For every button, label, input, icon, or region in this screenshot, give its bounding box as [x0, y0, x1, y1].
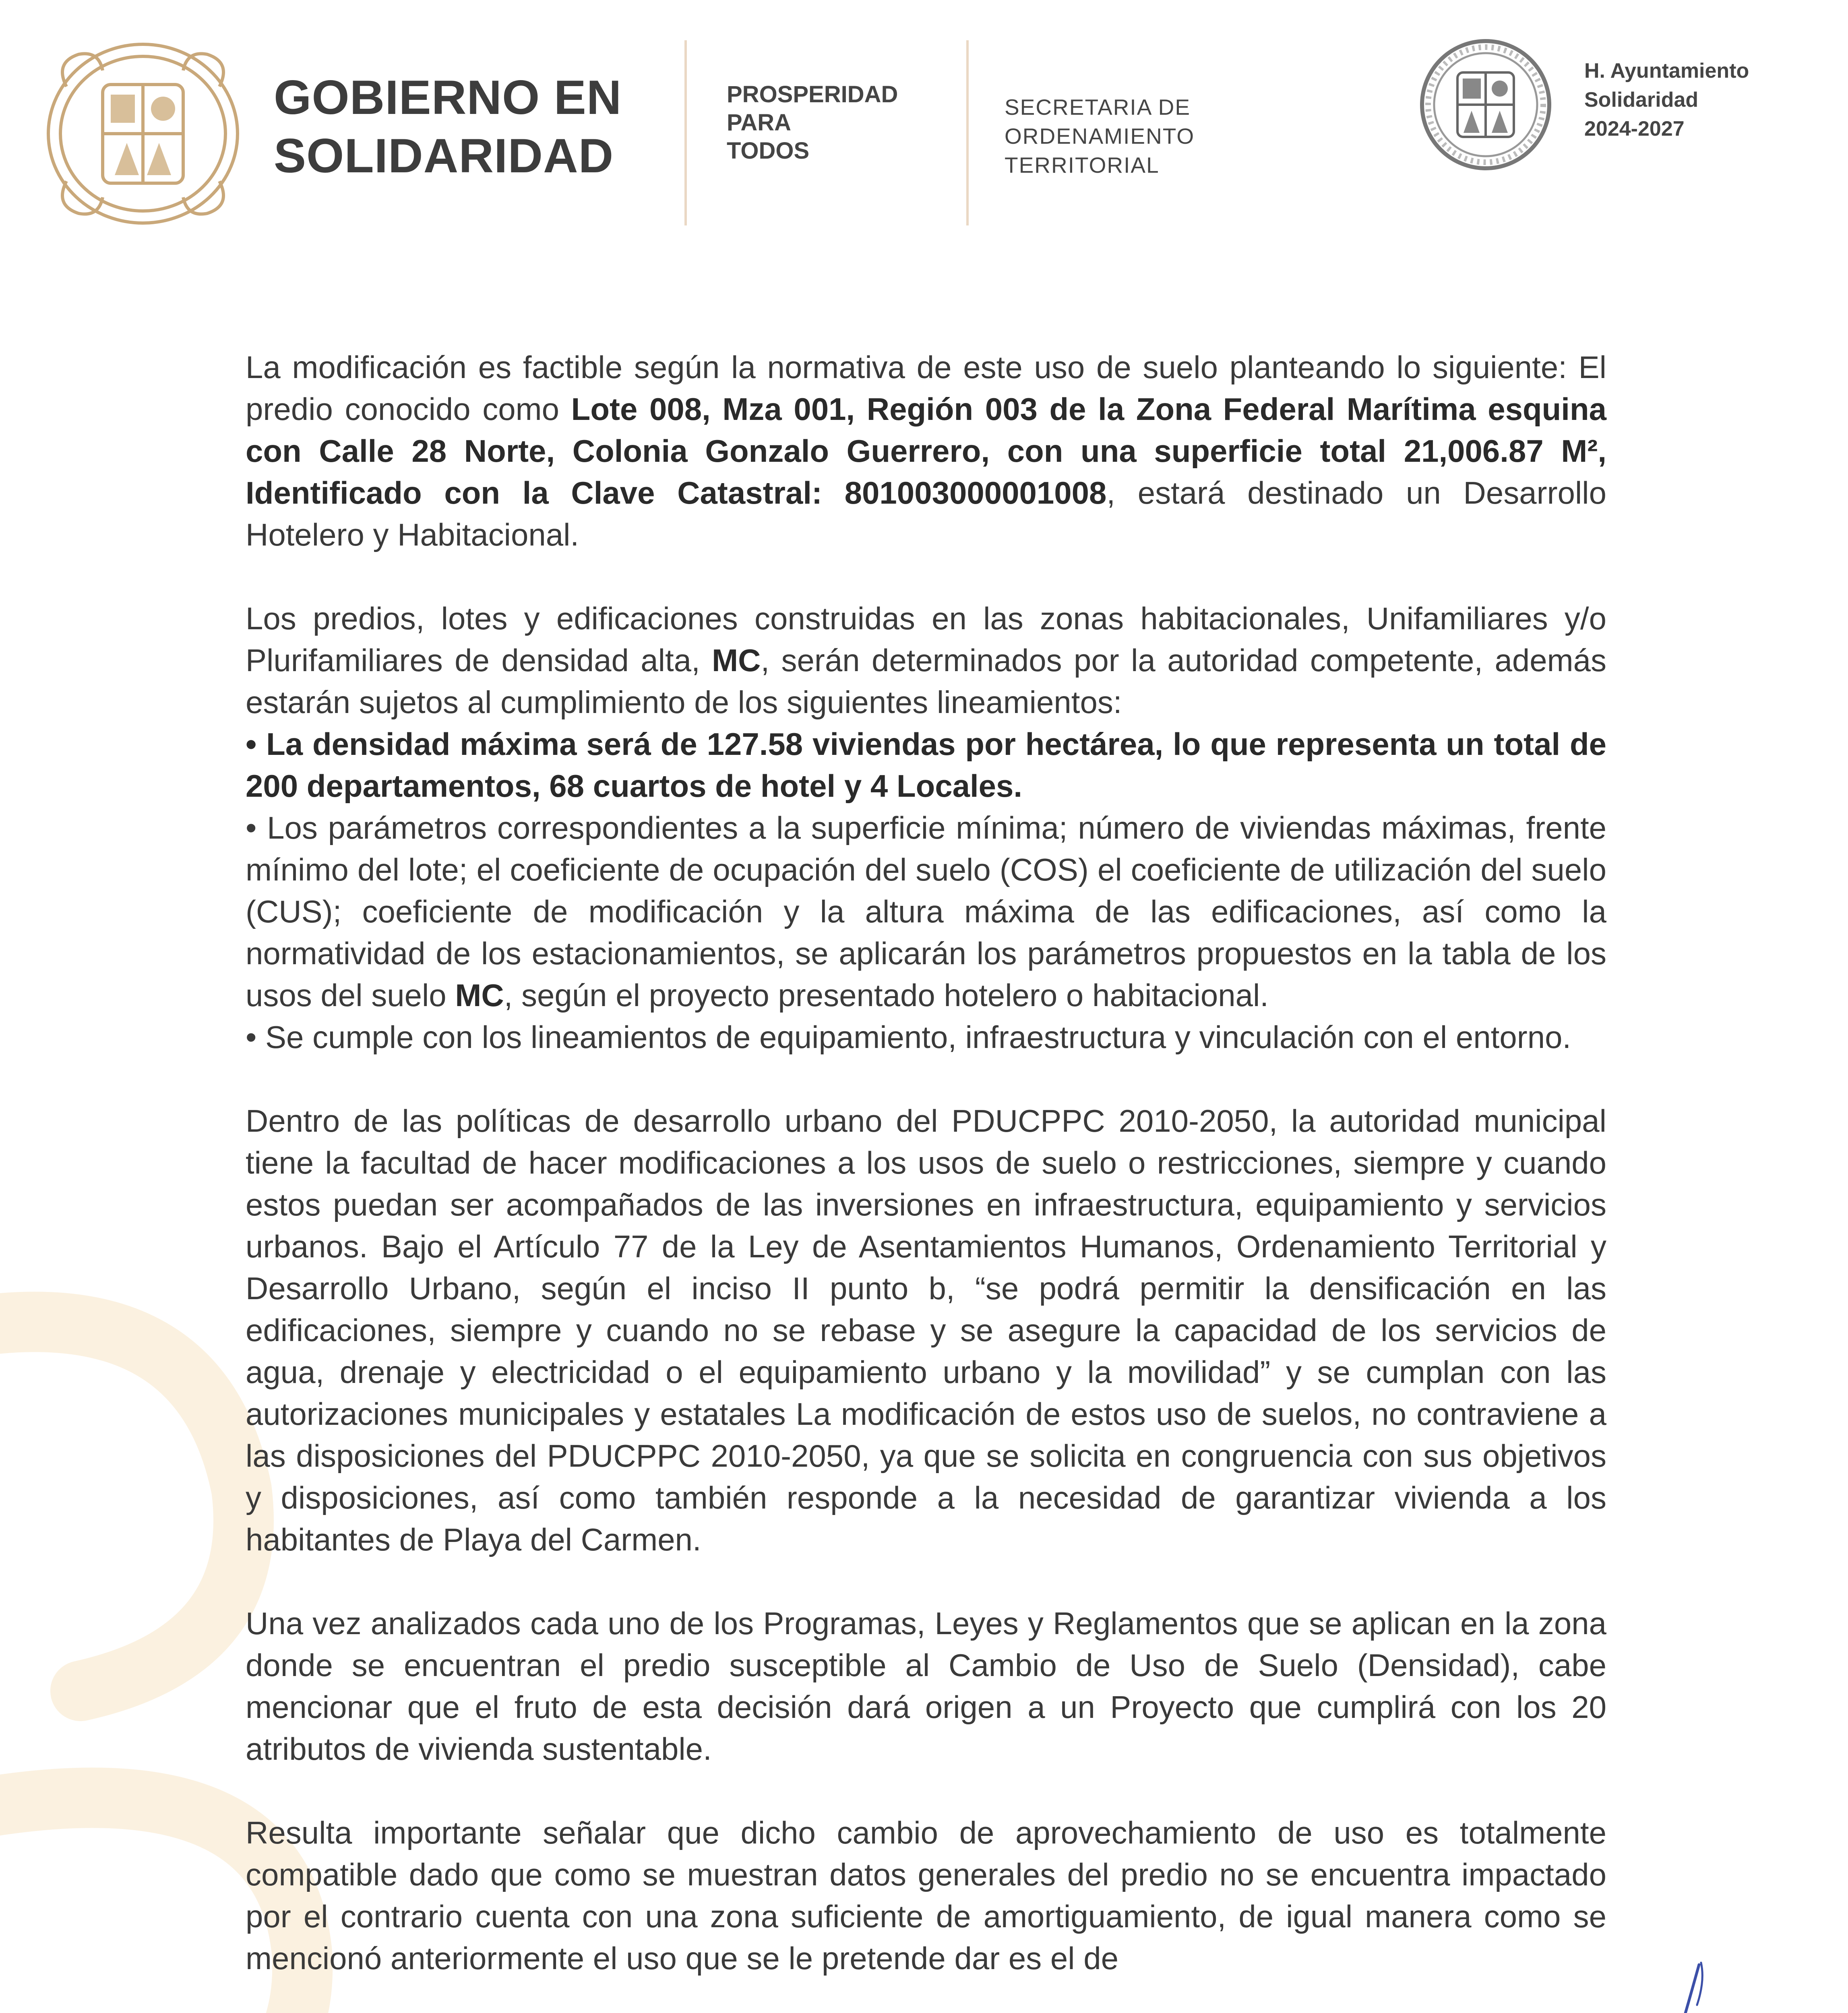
paragraph-text: Los predios, lotes y edificaciones construidas en las zonas habitacionales, Unifamiliares y/o Plurifamiliares de densidad alta,	[246, 601, 1606, 678]
zone-code: MC	[712, 643, 761, 678]
paragraph-factibilidad	[246, 346, 1606, 556]
signature-mark	[1619, 1957, 1719, 2013]
government-title-line2: SOLIDARIDAD	[274, 129, 614, 183]
ayuntamiento-line: 2024-2027	[1584, 117, 1685, 141]
ayuntamiento-line: Solidaridad	[1584, 88, 1699, 112]
secretaria-line: ORDENAMIENTO	[1005, 124, 1195, 149]
bullet-text: • Se cumple con los lineamientos de equipamiento, infraestructura y vinculación con el entorno.	[246, 1019, 1571, 1055]
paragraph-text: , estará destinado un Desarrollo Hotelero y Habitacional.	[246, 475, 1606, 552]
bullet-text: • Los parámetros correspondientes a la superficie mínima; número de viviendas máximas, frente mínimo del lote; el coeficiente de ocupación del suelo (COS) el coeficiente de utilización del suelo (CUS); coeficiente de modificación y la altura máxima de las edificaciones, así como la normatividad de los estacionamientos, se aplicarán los parámetros propuestos en la tabla de los usos del suelo	[246, 810, 1606, 1013]
motto-block	[727, 81, 898, 165]
paragraph-analisis: Una vez analizados cada uno de los Programas, Leyes y Reglamentos que se aplican en la zona donde se encuentran el predio susceptible al Cambio de Uso de Suelo (Densidad), cabe mencionar que el fruto de esta decisión dará origen a un Proyecto que cumplirá con los 20 atributos de vivienda sustentable.	[246, 1606, 1606, 1767]
paragraph-text: La modificación es factible según la normativa de este uso de suelo planteando lo siguiente: El predio conocido como	[246, 349, 1606, 427]
municipal-seal	[1419, 38, 1552, 171]
motto-line: PARA	[727, 110, 792, 136]
bullet-text: , según el proyecto presentado hotelero o habitacional.	[504, 978, 1269, 1013]
bullet-parametros	[246, 807, 1606, 1016]
ayuntamiento-block	[1584, 56, 1749, 143]
zone-code: MC	[455, 978, 504, 1013]
paragraph-compatibilidad: Resulta importante señalar que dicho cambio de aprovechamiento de uso es totalmente compatible dado que como se muestran datos generales del predio no se encuentra impactado por el contrario cuenta con una zona suficiente de amortiguamiento, de igual manera como se mencionó anteriormente el uso que se le pretende dar es el de	[246, 1815, 1606, 1976]
paragraph-politicas: Dentro de las políticas de desarrollo urbano del PDUCPPC 2010-2050, la autoridad municipal tiene la facultad de hacer modificaciones a los usos de suelo o restricciones, siempre y cuando estos puedan ser acompañados de las inversiones en infraestructura, equipamiento y servicios urbanos. Bajo el Artículo 77 de la Ley de Asentamientos Humanos, Ordenamiento Territorial y Desarrollo Urbano, según el inciso II punto b, “se podrá permitir la densificación en las edificaciones, siempre y cuando no se rebase y se asegure la capacidad de los servicios de agua, drenaje y electricidad o el equipamiento urbano y la movilidad” y se cumplan con las autorizaciones municipales y estatales La modificación de estos uso de suelos, no contraviene a las disposiciones del PDUCPPC 2010-2050, ya que se solicita en congruencia con sus objetivos y disposiciones, así como también responde a la necesidad de garantizar vivienda a los habitantes de Playa del Carmen.	[246, 1103, 1606, 1557]
government-title-line1: GOBIERNO EN	[274, 70, 622, 124]
coat-of-arms-emblem	[42, 38, 244, 229]
header-divider	[966, 40, 969, 225]
paragraph-text: , serán determinados por la autoridad competente, además estarán sujetos al cumplimiento de los siguientes lineamientos:	[246, 643, 1606, 720]
document-body	[246, 346, 1606, 1979]
motto-line: PROSPERIDAD	[727, 81, 898, 107]
property-identification: Lote 008, Mza 001, Región 003 de la Zona Federal Marítima esquina con Calle 28 Norte, Colonia Gonzalo Guerrero, con una superficie total 21,006.87 M², Identificado con la Clave Catastral: 801003000001008	[246, 391, 1606, 510]
motto-line: TODOS	[727, 138, 810, 164]
secretaria-line: TERRITORIAL	[1005, 153, 1160, 178]
ayuntamiento-line: H. Ayuntamiento	[1584, 59, 1749, 83]
secretaria-block	[1005, 93, 1195, 180]
header-divider	[684, 40, 687, 225]
bullet-text: • La densidad máxima será de 127.58 viviendas por hectárea, lo que representa un total de 200 departamentos, 68 cuartos de hotel y 4 Locales.	[246, 726, 1606, 804]
government-title	[274, 68, 622, 185]
bullet-densidad	[246, 723, 1606, 807]
bullet-equipamiento	[246, 1016, 1606, 1058]
paragraph-lineamientos	[246, 597, 1606, 723]
secretaria-line: SECRETARIA DE	[1005, 95, 1191, 120]
